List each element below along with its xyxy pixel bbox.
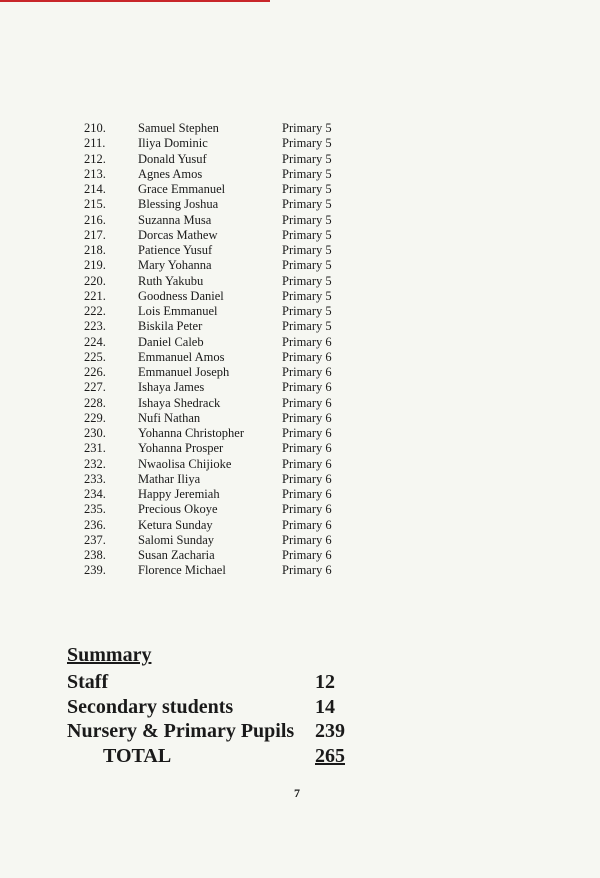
entry-number: 232. — [84, 456, 106, 471]
entry-number: 228. — [84, 395, 106, 410]
pupil-name: Goodness Daniel — [138, 288, 224, 303]
pupil-class: Primary 5 — [282, 258, 332, 273]
entry-number: 223. — [84, 319, 106, 334]
summary-value: 12 — [315, 671, 335, 693]
list-item — [84, 319, 384, 334]
pupil-name: Agnes Amos — [138, 166, 203, 181]
entry-number: 217. — [84, 227, 106, 242]
summary-title: Summary — [67, 644, 152, 666]
summary-row-pupils — [67, 719, 367, 744]
list-item — [84, 411, 384, 426]
page-number: 7 — [294, 786, 300, 800]
list-item — [84, 335, 384, 350]
pupil-name: Happy Jeremiah — [138, 487, 220, 501]
pupil-name: Florence Michael — [138, 563, 226, 578]
pupil-class: Primary 5 — [282, 304, 332, 318]
pupil-class: Primary 6 — [282, 365, 332, 379]
pupil-name: Samuel Stephen — [138, 121, 219, 135]
list-item — [84, 426, 384, 441]
list-item — [84, 228, 384, 243]
pupil-name: Grace Emmanuel — [138, 182, 226, 196]
list-item — [84, 197, 384, 212]
pupil-name: Daniel Caleb — [138, 334, 204, 349]
pupil-class: Primary 6 — [282, 487, 332, 501]
entry-number: 236. — [84, 517, 106, 532]
list-item — [84, 365, 384, 380]
pupil-name: Emmanuel Joseph — [138, 365, 230, 379]
pupil-name: Susan Zacharia — [138, 548, 215, 562]
entry-number: 222. — [84, 304, 106, 318]
summary-section — [67, 643, 367, 768]
list-item — [84, 380, 384, 395]
pupil-name: Yohanna Christopher — [138, 426, 245, 440]
entry-number: 220. — [84, 273, 106, 288]
pupil-class: Primary 5 — [282, 182, 332, 196]
pupil-list — [84, 121, 384, 579]
summary-value: 239 — [315, 720, 345, 742]
pupil-name: Precious Okoye — [138, 502, 218, 517]
pupil-name: Blessing Joshua — [138, 197, 219, 212]
entry-number: 219. — [84, 258, 106, 273]
list-item — [84, 274, 384, 289]
entry-number: 216. — [84, 212, 106, 227]
entry-number: 234. — [84, 487, 106, 501]
list-item — [84, 518, 384, 533]
pupil-name: Ishaya James — [138, 380, 205, 395]
entry-number: 214. — [84, 182, 106, 196]
pupil-class: Primary 5 — [282, 197, 332, 212]
entry-number: 211. — [84, 136, 106, 151]
list-item — [84, 457, 384, 472]
pupil-name: Ketura Sunday — [138, 517, 213, 532]
summary-label: Secondary students — [67, 695, 234, 718]
entry-number: 218. — [84, 243, 106, 257]
list-item — [84, 213, 384, 228]
pupil-class: Primary 5 — [282, 288, 332, 303]
entry-number: 215. — [84, 197, 106, 212]
entry-number: 231. — [84, 441, 106, 456]
list-item — [84, 258, 384, 273]
pupil-name: Ruth Yakubu — [138, 273, 204, 288]
list-item — [84, 396, 384, 411]
entry-number: 229. — [84, 410, 106, 425]
pupil-name: Lois Emmanuel — [138, 304, 218, 318]
list-item — [84, 472, 384, 487]
pupil-name: Emmanuel Amos — [138, 349, 225, 364]
pupil-name: Donald Yusuf — [138, 151, 207, 166]
list-item — [84, 548, 384, 563]
entry-number: 239. — [84, 563, 106, 578]
pupil-class: Primary 6 — [282, 441, 332, 456]
pupil-class: Primary 6 — [282, 380, 332, 395]
pupil-name: Suzanna Musa — [138, 212, 212, 227]
list-item — [84, 350, 384, 365]
summary-row-staff — [67, 670, 367, 695]
pupil-class: Primary 6 — [282, 502, 332, 517]
summary-row-total — [67, 744, 367, 769]
pupil-class: Primary 6 — [282, 334, 332, 349]
list-item — [84, 563, 384, 578]
list-item — [84, 289, 384, 304]
list-item — [84, 152, 384, 167]
list-item — [84, 167, 384, 182]
total-label: TOTAL — [103, 744, 172, 767]
entry-number: 237. — [84, 532, 106, 547]
pupil-name: Biskila Peter — [138, 319, 203, 334]
pupil-class: Primary 6 — [282, 548, 332, 562]
pupil-name: Iliya Dominic — [138, 136, 208, 151]
pupil-name: Ishaya Shedrack — [138, 395, 221, 410]
pupil-name: Dorcas Mathew — [138, 227, 218, 242]
entry-number: 233. — [84, 471, 106, 486]
entry-number: 221. — [84, 288, 106, 303]
pupil-class: Primary 5 — [282, 166, 332, 181]
pupil-class: Primary 6 — [282, 456, 332, 471]
pupil-class: Primary 5 — [282, 121, 332, 135]
pupil-name: Nufi Nathan — [138, 410, 201, 425]
summary-value: 14 — [315, 695, 335, 718]
summary-label: Staff — [67, 671, 109, 693]
entry-number: 227. — [84, 380, 106, 395]
entry-number: 210. — [84, 121, 106, 135]
list-item — [84, 121, 384, 136]
pupil-class: Primary 5 — [282, 136, 332, 151]
total-value: 265 — [315, 744, 345, 767]
pupil-class: Primary 6 — [282, 532, 332, 547]
entry-number: 230. — [84, 426, 106, 440]
pupil-class: Primary 6 — [282, 410, 332, 425]
entry-number: 212. — [84, 151, 106, 166]
pupil-class: Primary 5 — [282, 243, 332, 257]
pupil-class: Primary 6 — [282, 426, 332, 440]
pupil-class: Primary 5 — [282, 212, 332, 227]
entry-number: 235. — [84, 502, 106, 517]
pupil-name: Mathar Iliya — [138, 471, 201, 486]
summary-label: Nursery & Primary Pupils — [67, 720, 295, 742]
pupil-name: Yohanna Prosper — [138, 441, 224, 456]
list-item — [84, 136, 384, 151]
list-item — [84, 304, 384, 319]
pupil-class: Primary 6 — [282, 349, 332, 364]
entry-number: 225. — [84, 349, 106, 364]
pupil-name: Patience Yusuf — [138, 243, 213, 257]
pupil-name: Mary Yohanna — [138, 258, 212, 273]
entry-number: 213. — [84, 166, 106, 181]
entry-number: 224. — [84, 334, 106, 349]
entry-number: 238. — [84, 548, 106, 562]
list-item — [84, 487, 384, 502]
pupil-class: Primary 6 — [282, 517, 332, 532]
pupil-class: Primary 6 — [282, 563, 332, 578]
pupil-name: Salomi Sunday — [138, 532, 215, 547]
pupil-class: Primary 5 — [282, 151, 332, 166]
pupil-class: Primary 5 — [282, 227, 332, 242]
list-item — [84, 182, 384, 197]
top-edge-rule — [0, 0, 270, 2]
pupil-class: Primary 5 — [282, 273, 332, 288]
list-item — [84, 243, 384, 258]
summary-row-secondary — [67, 695, 367, 720]
list-item — [84, 533, 384, 548]
pupil-class: Primary 6 — [282, 471, 332, 486]
entry-number: 226. — [84, 365, 106, 379]
list-item — [84, 502, 384, 517]
pupil-class: Primary 6 — [282, 395, 332, 410]
pupil-name: Nwaolisa Chijioke — [138, 456, 232, 471]
pupil-class: Primary 5 — [282, 319, 332, 334]
list-item — [84, 441, 384, 456]
